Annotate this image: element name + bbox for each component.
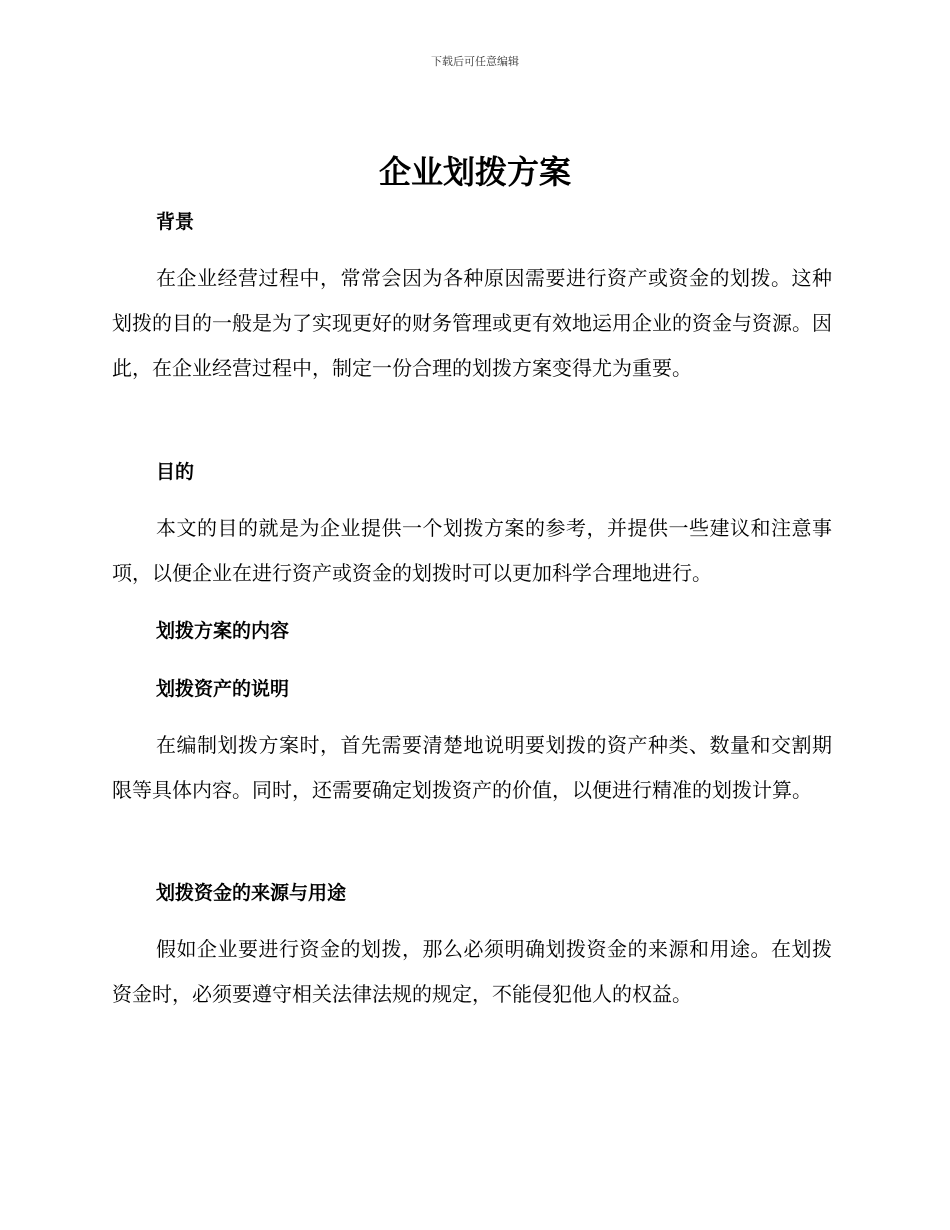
section-paragraph-purpose: 本文的目的就是为企业提供一个划拨方案的参考，并提供一些建议和注意事项，以便企业在进行资产或资金的划拨时可以更加科学合理地进行。 [112, 516, 832, 585]
page-header-note: 下载后可任意编辑 [431, 55, 519, 68]
section-heading-purpose: 目的 [156, 461, 195, 483]
section-heading-fund-source-use: 划拨资金的来源与用途 [156, 882, 347, 904]
section-heading-plan-content: 划拨方案的内容 [156, 620, 290, 642]
section-heading-background: 背景 [156, 211, 195, 233]
section-paragraph-asset-description: 在编制划拨方案时，首先需要清楚地说明要划拨的资产种类、数量和交割期限等具体内容。同时，还需要确定划拨资产的价值，以便进行精准的划拨计算。 [112, 733, 832, 802]
section-paragraph-fund-source-use: 假如企业要进行资金的划拨，那么必须明确划拨资金的来源和用途。在划拨资金时，必须要遵守相关法律法规的规定，不能侵犯他人的权益。 [112, 937, 832, 1006]
section-paragraph-background: 在企业经营过程中，常常会因为各种原因需要进行资产或资金的划拨。这种划拨的目的一般是为了实现更好的财务管理或更有效地运用企业的资金与资源。因此，在企业经营过程中，制定一份合理的划拨方案变得尤为重要。 [112, 266, 832, 380]
document-title: 企业划拨方案 [378, 153, 571, 191]
section-heading-asset-description: 划拨资产的说明 [156, 678, 290, 700]
